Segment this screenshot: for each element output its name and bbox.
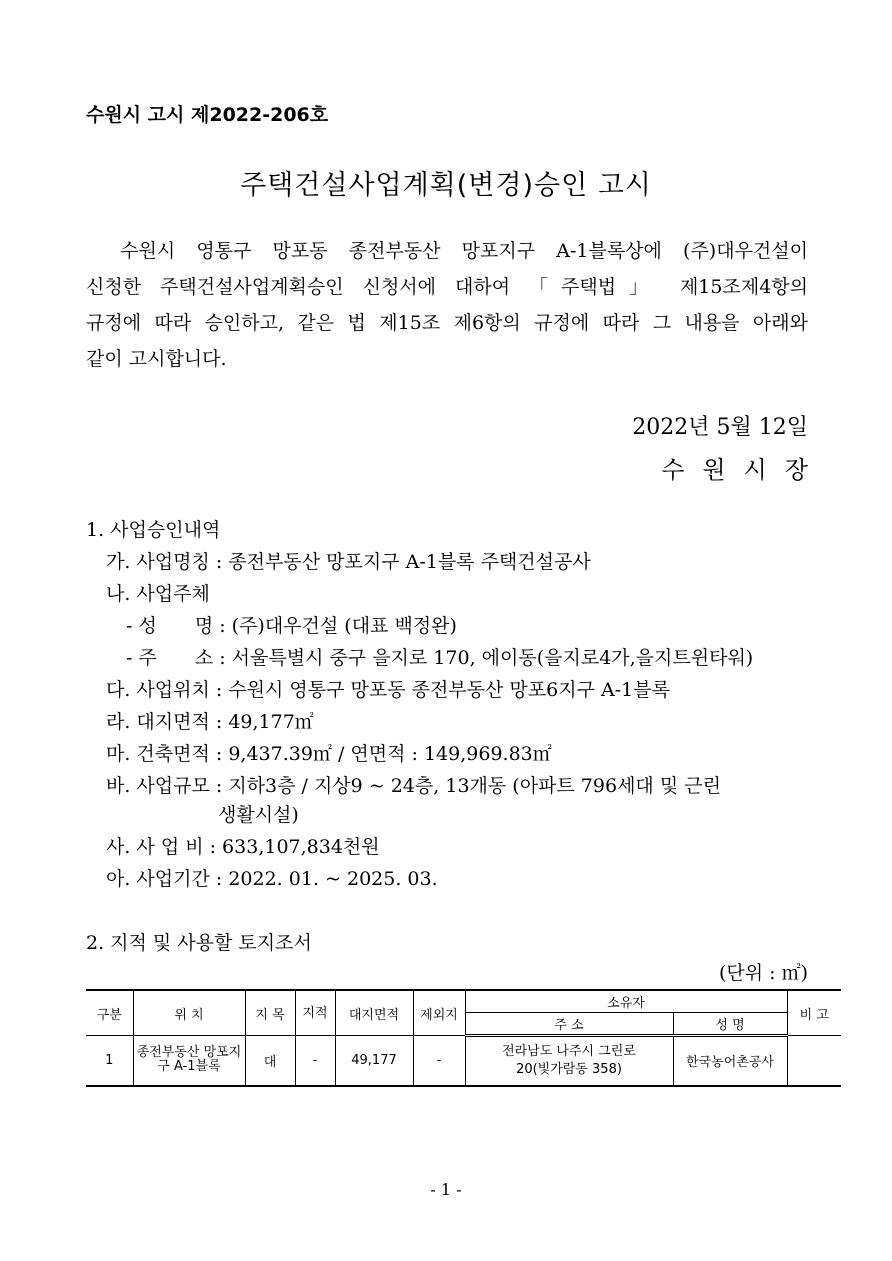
body-line: 수원시 영통구 망포동 종전부동산 망포지구 A-1블록상에 (주)대우건설이 [86,240,808,262]
cell-owner-name: 한국농어촌공사 [673,1036,787,1086]
cell-owner-address: 전라남도 나주시 그린로20(빛가람동 358) [465,1036,673,1086]
document-title: 주택건설사업계획(변경)승인 고시 [240,170,652,201]
cell-cadastral: - [295,1036,335,1086]
unit-label: (단위 : ㎡) [718,962,808,984]
header-category: 구분 [86,990,133,1036]
section1-item: 마. 건축면적 : 9,437.39㎡ / 연면적 : 149,969.83㎡ [106,743,552,765]
header-location: 위 치 [133,990,245,1036]
header-excluded: 제외지 [413,990,465,1036]
section1-item: - 성 명 : (주)대우건설 (대표 백정완) [126,615,457,637]
section2-heading: 2. 지적 및 사용할 토지조서 [86,932,312,954]
notice-number: 수원시 고시 제2022-206호 [86,104,329,126]
page-number: - 1 - [430,1180,462,1199]
section1-item: 나. 사업주체 [106,583,210,605]
cell-excluded: - [413,1036,465,1086]
cell-site-area: 49,177 [335,1036,413,1086]
header-owner-address: 주 소 [465,1013,673,1036]
section1-heading: 1. 사업승인내역 [86,519,221,541]
header-cadastral: 지적 [295,990,335,1036]
cell-location: 종전부동산 망포지구 A-1블록 [133,1036,245,1086]
header-land-type: 지 목 [245,990,295,1036]
section1-item: 생활시설) [218,804,299,826]
header-owner-name: 성 명 [673,1013,787,1036]
section1-item: 다. 사업위치 : 수원시 영통구 망포동 종전부동산 망포6지구 A-1블록 [106,679,670,701]
section1-item: 아. 사업기간 : 2022. 01. ~ 2025. 03. [106,868,438,890]
header-remarks: 비 고 [787,990,841,1036]
cell-land-type: 대 [245,1036,295,1086]
table-row [86,1036,841,1086]
body-line: 규정에 따라 승인하고, 같은 법 제15조 제6항의 규정에 따라 그 내용을 아래와 [86,312,808,334]
section1-item: 가. 사업명칭 : 종전부동산 망포지구 A-1블록 주택건설공사 [106,551,591,573]
notice-body [86,233,808,377]
section1-item: 라. 대지면적 : 49,177㎡ [106,711,314,733]
body-line: 같이 고시합니다. [86,348,227,370]
section1-item: 사. 사 업 비 : 633,107,834천원 [106,836,380,858]
notice-date: 2022년 5월 12일 [632,415,808,440]
header-owner: 소유자 [465,990,787,1013]
body-line: 신청한 주택건설사업계획승인 신청서에 대하여 「주택법」 제15조제4항의 [86,276,808,298]
land-table [86,989,841,1087]
cell-category: 1 [86,1036,133,1086]
header-site-area: 대지면적 [335,990,413,1036]
section1-item: 바. 사업규모 : 지하3층 / 지상9 ~ 24층, 13개동 (아파트 796세대 및 근린 [106,775,721,797]
issuer-name: 수원시장 [661,456,826,484]
cell-remarks [787,1036,841,1086]
section1-item: - 주 소 : 서울특별시 중구 을지로 170, 에이동(을지로4가,을지트윈타워) [126,647,754,669]
